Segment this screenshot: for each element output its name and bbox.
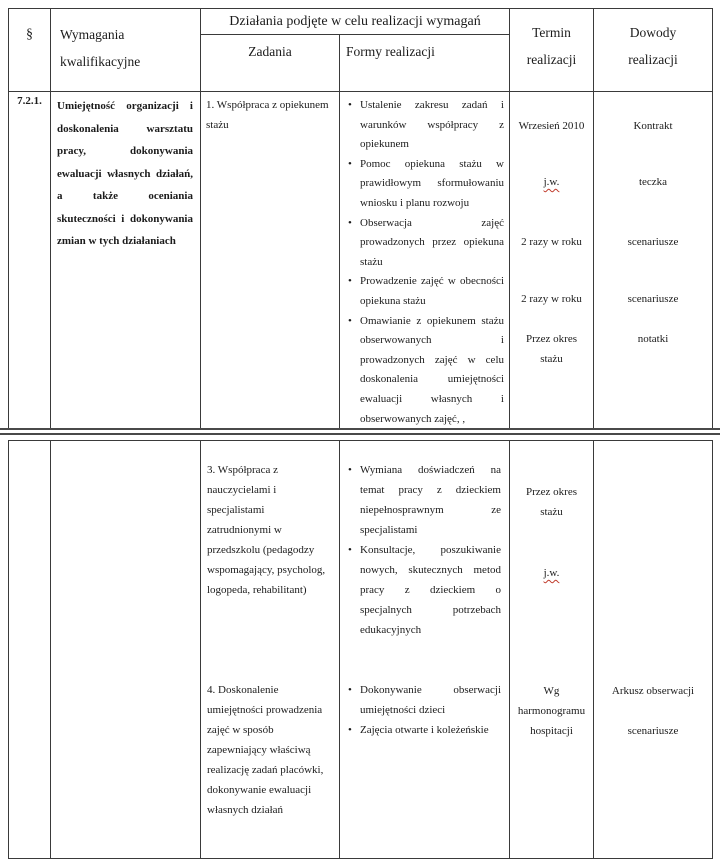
evidence-entry: scenariusze [627, 236, 679, 248]
deadline-entry: j.w. [543, 176, 560, 188]
form-item: • Ustalenie zakresu zadań i warunków współpracy z opiekunem [340, 96, 509, 155]
page-break-divider [0, 428, 720, 435]
deadline-entry: Wrzesień 2010 [518, 120, 585, 132]
section-symbol-glyph: § [26, 27, 33, 42]
deadline-entry: j.w. [543, 567, 560, 579]
header-row-1 [9, 9, 713, 35]
deadline-entry: Przez okres stażu [525, 486, 577, 518]
header-deadline-label: Termin realizacji [526, 25, 577, 67]
form-item: • Pomoc opiekuna stażu w prawidłowym sformułowaniu wniosku i planu rozwoju [340, 155, 509, 214]
cell-requirements [51, 92, 201, 429]
bullet-icon: • [348, 544, 352, 556]
bullet-icon: • [348, 275, 352, 288]
form-item: • Omawianie z opiekunem stażu obserwowanych i prowadzonych zajęć w celu doskonalenia umiejętności ewaluacji własnych i obserwowanych zajęć, , [340, 312, 509, 429]
bullet-icon: • [348, 314, 352, 327]
form-item: • Konsultacje, poszukiwanie nowych, skutecznych metod pracy z dzieckiem o specjalnych potrzebach edukacyjnych [340, 540, 506, 640]
evidence-entry: Kontrakt [633, 120, 673, 132]
header-requirements [51, 9, 201, 92]
deadline-entry: Wg harmonogramu hospitacji [517, 685, 586, 737]
bullet-icon: • [348, 216, 352, 229]
header-actions-group [201, 9, 510, 35]
header-tasks [201, 35, 340, 92]
header-evidence [594, 9, 713, 92]
cell-section-number-empty [9, 441, 51, 859]
forms-list-3 [340, 460, 506, 640]
cell-forms-34 [340, 441, 510, 859]
form-item: • Obserwacja zajęć prowadzonych przez opiekuna stażu [340, 214, 509, 273]
header-tasks-label: Zadania [248, 44, 292, 59]
evidence-entry: notatki [637, 333, 669, 345]
form-item: • Prowadzenie zajęć w obecności opiekuna stażu [340, 272, 509, 311]
cell-evidence-34 [594, 441, 713, 859]
table-row-section-721 [9, 92, 713, 429]
header-forms-label: Formy realizacji [346, 44, 435, 59]
deadline-entry: Przez okres stażu [525, 333, 577, 365]
cell-forms-1 [340, 92, 510, 429]
header-forms [340, 35, 510, 92]
forms-list-1 [340, 92, 509, 429]
evidence-entry: scenariusze [627, 293, 679, 305]
qualification-table-top [8, 8, 713, 429]
section-number: 7.2.1. [17, 95, 42, 107]
deadline-entry: 2 razy w roku [521, 236, 582, 248]
form-item: • Zajęcia otwarte i koleżeńskie [340, 720, 506, 740]
header-deadline [510, 9, 594, 92]
deadline-entry: 2 razy w roku [521, 293, 582, 305]
form-item: • Dokonywanie obserwacji umiejętności dzieci [340, 680, 506, 720]
cell-requirements-empty [51, 441, 201, 859]
task-1-text: 1. Współpraca z opiekunem stażu [206, 99, 329, 131]
header-actions-group-label: Działania podjęte w celu realizacji wymagań [229, 13, 481, 29]
cell-evidence-1 [594, 92, 713, 429]
cell-deadlines-1 [510, 92, 594, 429]
bullet-icon: • [348, 684, 352, 696]
bullet-icon: • [348, 99, 352, 111]
cell-deadlines-34 [510, 441, 594, 859]
bullet-icon: • [348, 157, 352, 170]
bullet-icon: • [348, 724, 352, 736]
bullet-icon: • [348, 464, 352, 476]
table-row-continued [9, 441, 713, 859]
evidence-entry: Arkusz obserwacji [611, 685, 695, 697]
evidence-entry: scenariusze [627, 725, 679, 737]
cell-task-1 [201, 92, 340, 429]
task-3-text: 3. Współpraca z nauczycielami i specjalistami zatrudnionymi w przedszkolu (pedagodzy wspomagający, psycholog, logopeda, rehabilitant) [207, 464, 326, 596]
qualification-table-bottom [8, 440, 713, 859]
table-part2-wrapper [0, 437, 720, 859]
form-item: • Wymiana doświadczeń na temat pracy z dzieckiem niepełnosprawnym ze specjalistami [340, 460, 506, 540]
header-requirements-label: Wymagania kwalifikacyjne [60, 27, 141, 69]
forms-list-4 [340, 680, 506, 740]
header-section-symbol [9, 9, 51, 92]
task-4-text: 4. Doskonalenie umiejętności prowadzenia zajęć w sposób zapewniający właściwą realizację zadań placówki, dokonywanie ewaluacji własnych działań [207, 684, 324, 816]
requirement-text: Umiejętność organizacji i doskonalenia warsztatu pracy, dokonywania ewaluacji własnych działań, a także oceniania skuteczności i dokonywania zmian w tych działaniach [57, 100, 193, 247]
evidence-entry: teczka [638, 176, 668, 188]
header-evidence-label: Dowody realizacji [628, 25, 678, 67]
cell-section-number [9, 92, 51, 429]
cell-tasks-34 [201, 441, 340, 859]
